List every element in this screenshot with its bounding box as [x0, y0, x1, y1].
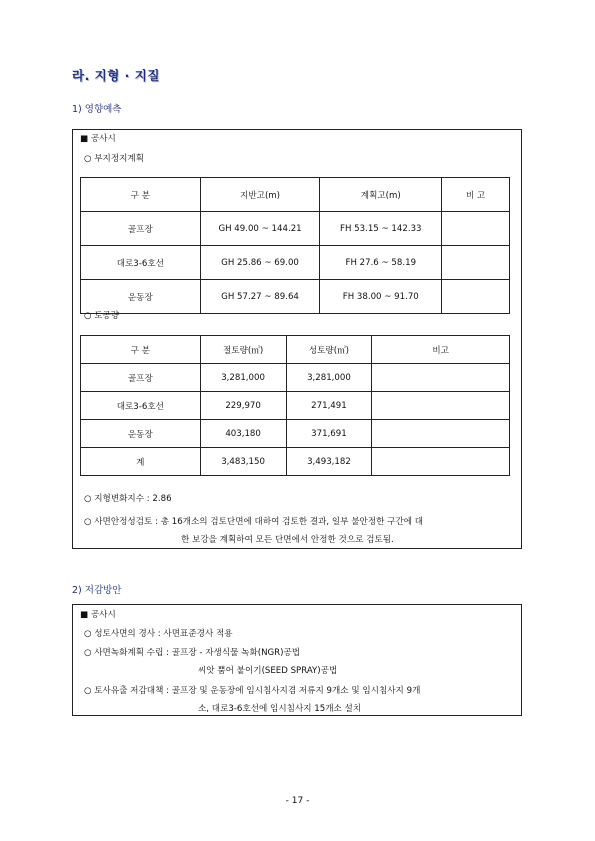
grading-table [80, 177, 510, 314]
table-cell [442, 212, 510, 246]
table-cell: GH 49.00 ~ 144.21 [200, 212, 320, 246]
table-row [81, 448, 510, 476]
mitigation-item-slope: ○ 성토사면의 경사 : 사면표준경사 적용 [84, 629, 233, 639]
mitigation-item-greening-2: 씨앗 뿜어 붙이기(SEED SPRAY)공법 [198, 666, 338, 676]
mitigation-heading: 2) 저감방안 [72, 585, 122, 596]
table-header-row [81, 178, 510, 212]
header-cell: 절토량(㎥) [200, 336, 286, 364]
section-title: 라. 지형 · 지질 [72, 68, 160, 83]
table-cell: 271,491 [286, 392, 372, 420]
header-cell: 계획고(m) [320, 178, 442, 212]
header-cell: 성토량(㎥) [286, 336, 372, 364]
table-cell: GH 57.27 ~ 89.64 [200, 280, 320, 314]
header-cell: 구 분 [81, 178, 201, 212]
table-cell: FH 53.15 ~ 142.33 [320, 212, 442, 246]
mitigation-item-greening-1: ○ 사면녹화계획 수립 : 골프장 - 자생식물 녹화(NGR)공법 [84, 648, 301, 658]
table-cell: FH 27.6 ~ 58.19 [320, 246, 442, 280]
table-cell: 3,281,000 [200, 364, 286, 392]
table-header-row [81, 336, 510, 364]
site-plan-label: ○ 부지정지계획 [84, 154, 145, 164]
table-row [81, 392, 510, 420]
table-row [81, 420, 510, 448]
table-cell: 운동장 [81, 420, 201, 448]
table-cell: 대로3-6호선 [81, 246, 201, 280]
slope-stability-line-2: 한 보강을 계획하여 모든 단면에서 안정한 것으로 검토됨. [181, 535, 394, 545]
earthwork-label: ○ 토공량 [84, 311, 120, 321]
table-cell: 3,281,000 [286, 364, 372, 392]
table-cell: 403,180 [200, 420, 286, 448]
table-cell: 대로3-6호선 [81, 392, 201, 420]
table-row [81, 246, 510, 280]
header-cell: 비 고 [442, 178, 510, 212]
table-cell [442, 246, 510, 280]
table-cell [372, 392, 510, 420]
impact-heading: 1) 영향예측 [72, 104, 122, 115]
mitigation-box-title: ■ 공사시 [80, 610, 116, 620]
table-cell [372, 448, 510, 476]
table-cell: FH 38.00 ~ 91.70 [320, 280, 442, 314]
header-cell: 구 분 [81, 336, 201, 364]
table-row [81, 364, 510, 392]
terrain-change-index: ○ 지형변화지수 : 2.86 [84, 494, 172, 504]
table-cell: GH 25.86 ~ 69.00 [200, 246, 320, 280]
table-cell: 229,970 [200, 392, 286, 420]
slope-stability-line-1: ○ 사면안정성검토 : 총 16개소의 검토단면에 대하여 검토한 결과, 일부 불안정한 구간에 대 [84, 517, 424, 527]
header-cell: 지반고(m) [200, 178, 320, 212]
table-cell: 3,493,182 [286, 448, 372, 476]
table-cell: 계 [81, 448, 201, 476]
table-cell: 골프장 [81, 212, 201, 246]
header-cell: 비고 [372, 336, 510, 364]
table-row [81, 280, 510, 314]
table-cell [372, 364, 510, 392]
mitigation-item-runoff-1: ○ 토사유출 저감대책 : 골프장 및 운동장에 임시침사지겸 저류지 9개소 및 임시침사지 9개 [84, 686, 421, 696]
table-cell [372, 420, 510, 448]
table-cell: 골프장 [81, 364, 201, 392]
table-cell: 3,483,150 [200, 448, 286, 476]
impact-box-title: ■ 공사시 [80, 134, 116, 144]
earthwork-table [80, 335, 510, 476]
table-cell: 371,691 [286, 420, 372, 448]
page-number: - 17 - [285, 796, 310, 806]
table-cell: 운동장 [81, 280, 201, 314]
mitigation-box [72, 604, 522, 716]
mitigation-item-runoff-2: 소, 대로3-6호선에 임시침사지 15개소 설치 [198, 704, 362, 714]
table-cell [442, 280, 510, 314]
table-row [81, 212, 510, 246]
